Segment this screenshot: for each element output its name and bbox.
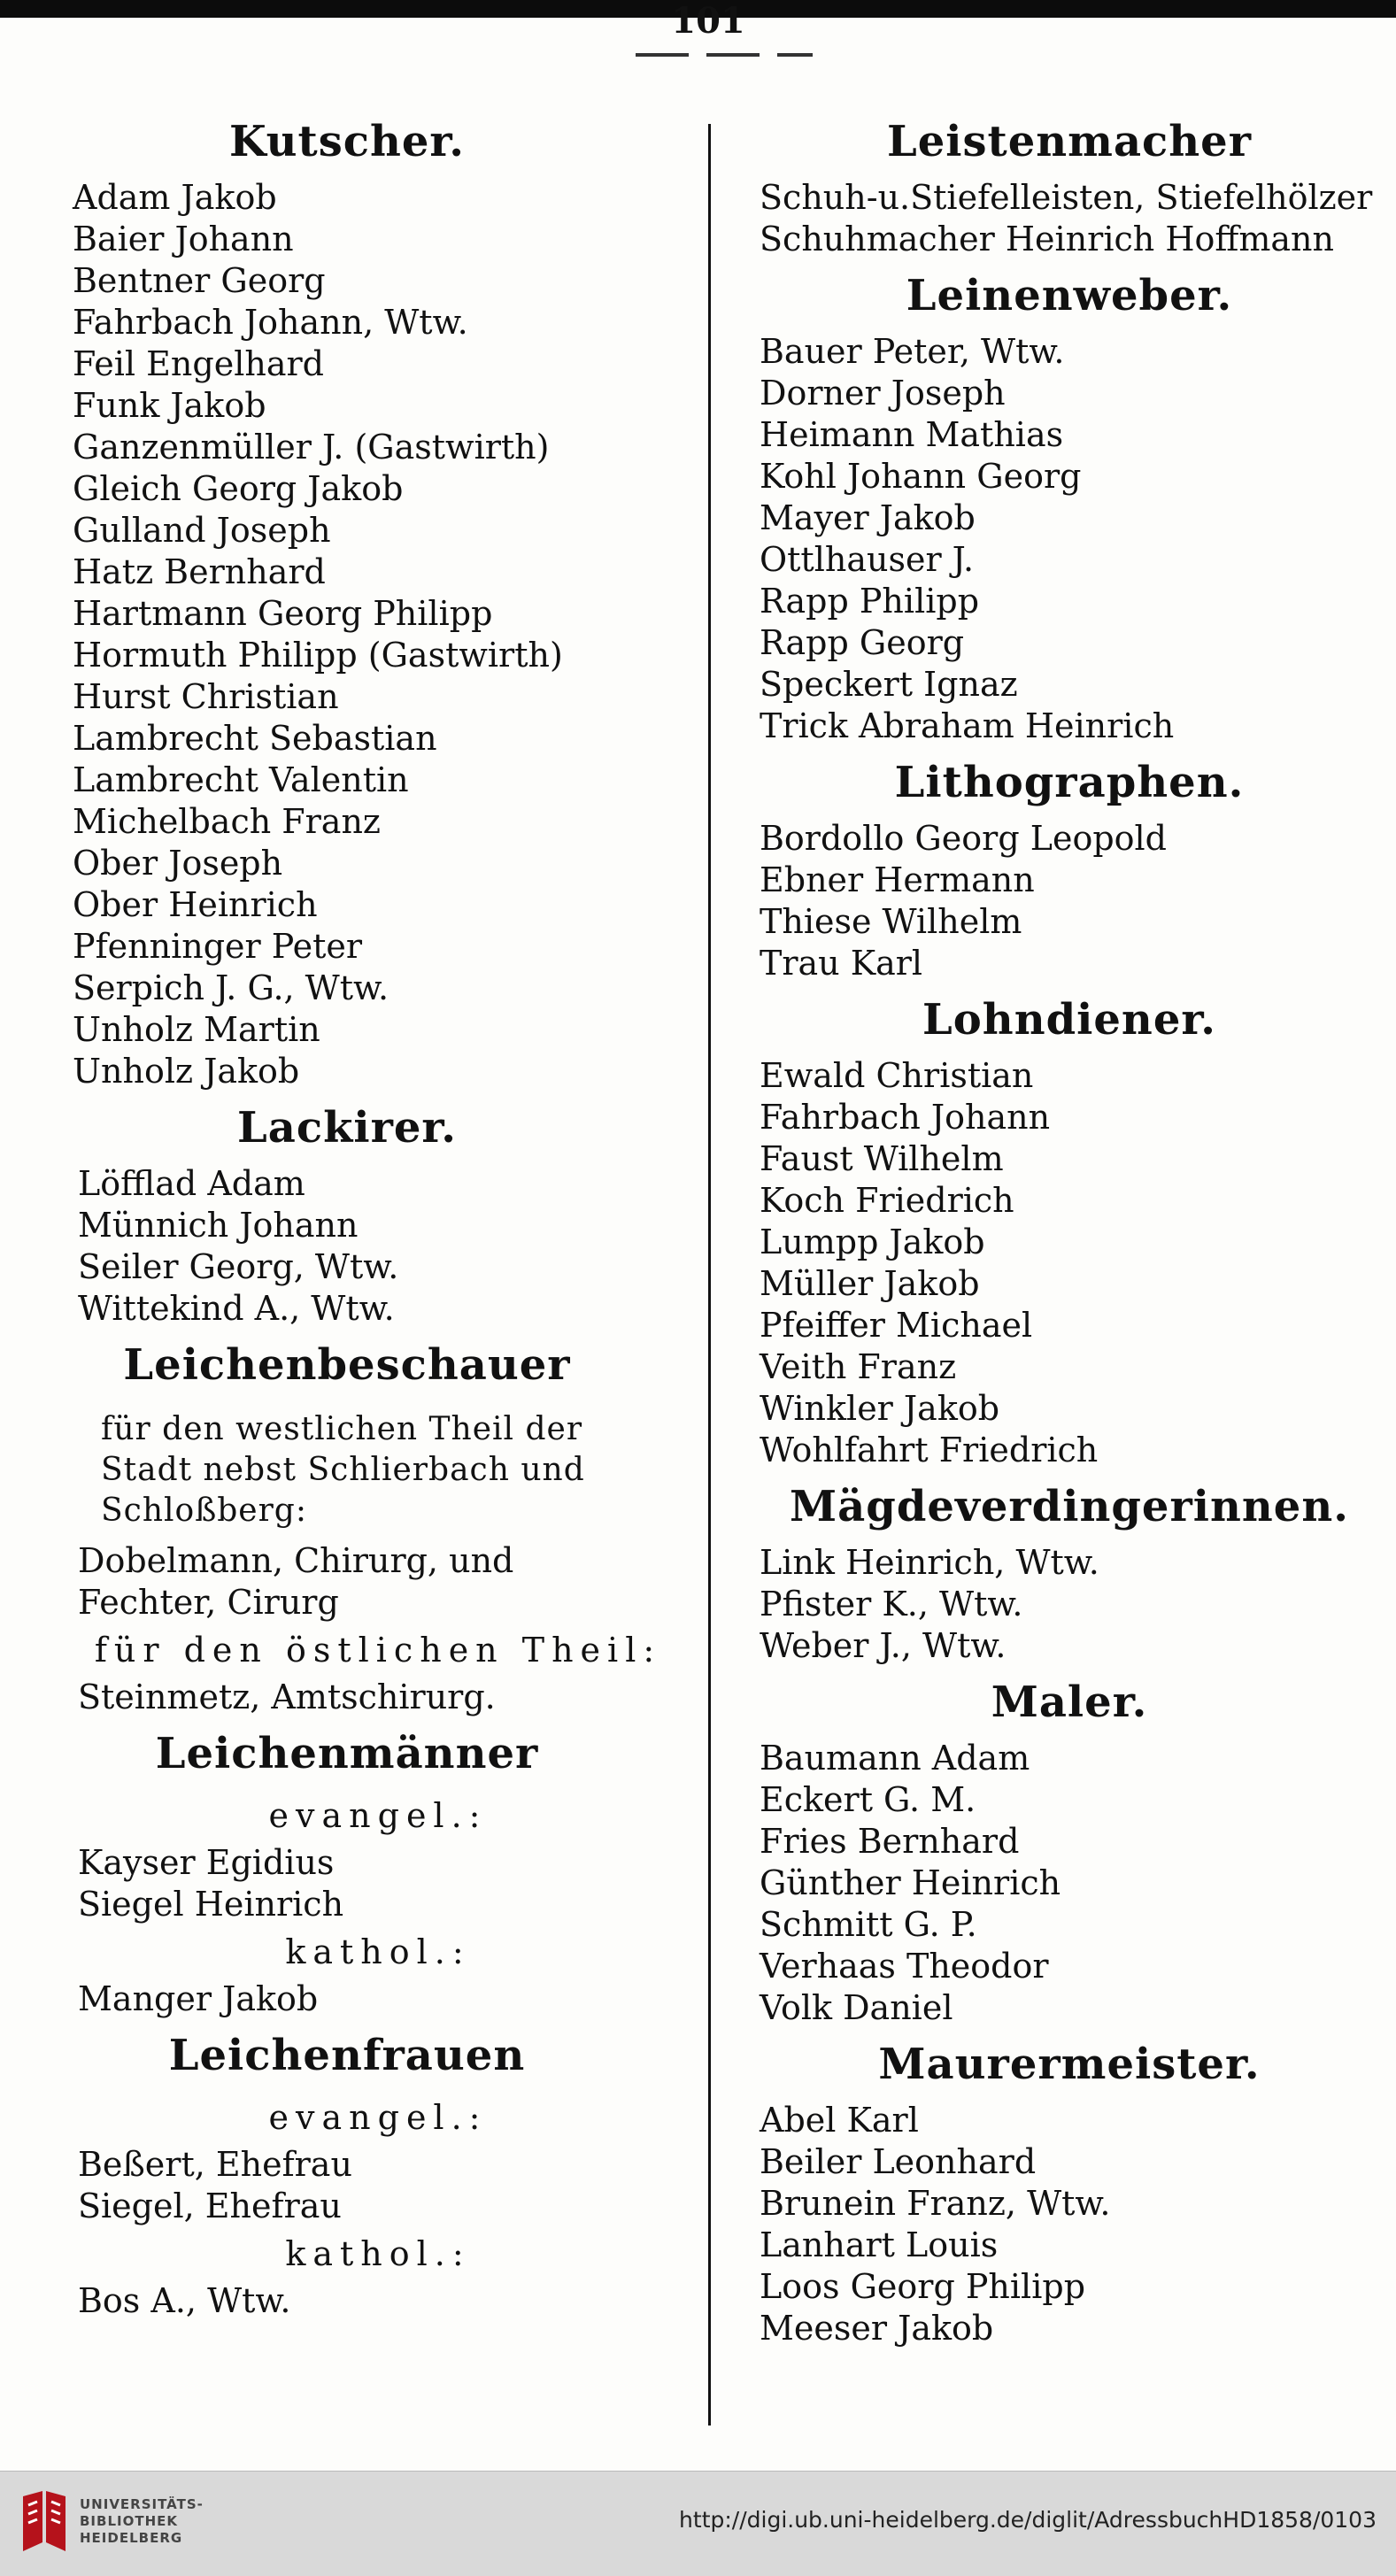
library-name-line: HEIDELBERG [80, 2530, 183, 2546]
entry-list [73, 177, 683, 1092]
section-heading: Leinenweber. [906, 271, 1233, 320]
directory-entry: Beiler Leonhard [760, 2142, 1037, 2181]
entry-list [760, 1738, 1379, 2029]
directory-entry: Feil Engelhard [73, 344, 324, 383]
directory-entry: Winkler Jakob [760, 1389, 1000, 1428]
library-logo-icon [16, 2487, 73, 2560]
confession-label-evangel: evangel.: [268, 2098, 488, 2137]
section-heading: Leichenbeschauer [123, 1340, 571, 1390]
section-heading: Mägdeverdingerinnen. [790, 1482, 1349, 1531]
directory-entry: Abel Karl [760, 2101, 919, 2140]
directory-entry: Lumpp Jakob [760, 1222, 985, 1261]
directory-entry: Thiese Wilhelm [760, 902, 1022, 941]
section-maler [760, 1667, 1379, 2029]
section-leichenfrauen [73, 2020, 683, 2322]
directory-entry: Wohlfahrt Friedrich [760, 1431, 1099, 1469]
section-heading: Maurermeister. [878, 2040, 1261, 2089]
district-note-west: für den westlichen Theil der Stadt nebst Schlierbach und Schloßberg: [101, 1411, 585, 1529]
section-heading: Kutscher. [228, 117, 465, 166]
confession-label-kathol: kathol.: [285, 2234, 471, 2273]
directory-entry: Ebner Hermann [760, 860, 1035, 899]
directory-entry: Ober Heinrich [73, 885, 318, 924]
directory-entry: Schmitt G. P. [760, 1905, 977, 1944]
entry-list [760, 1542, 1379, 1667]
left-column [73, 106, 683, 2322]
directory-entry: Funk Jakob [73, 386, 266, 425]
section-lackirer [73, 1092, 683, 1330]
directory-entry: Steinmetz, Amtschirurg. [78, 1677, 496, 1716]
directory-entry: Bordollo Georg Leopold [760, 819, 1168, 858]
directory-entry: Beßert, Ehefrau [78, 2145, 352, 2184]
directory-entry: Gleich Georg Jakob [73, 469, 404, 508]
entry-list [760, 2100, 1379, 2349]
section-heading: Lohndiener. [922, 995, 1216, 1045]
entry-list [73, 1978, 683, 2020]
directory-entry: Hurst Christian [73, 677, 339, 716]
entry-list [760, 177, 1379, 260]
library-name-line: BIBLIOTHEK [80, 2513, 178, 2529]
directory-entry: Lambrecht Sebastian [73, 719, 437, 758]
directory-entry: Manger Jakob [78, 1979, 319, 2018]
section-lohndiener [760, 984, 1379, 1471]
entry-list [73, 1163, 683, 1330]
section-lithographen [760, 747, 1379, 984]
directory-entry: Verhaas Theodor [760, 1947, 1049, 1986]
section-heading: Maler. [991, 1677, 1148, 1727]
entry-list [760, 331, 1379, 747]
entry-list [760, 818, 1379, 984]
digitization-footer [0, 2471, 1396, 2576]
directory-entry: Dorner Joseph [760, 374, 1006, 413]
library-name [80, 2496, 204, 2547]
directory-entry: Link Heinrich, Wtw. [760, 1543, 1099, 1582]
entry-list [73, 2280, 683, 2322]
directory-entry: Fries Bernhard [760, 1822, 1020, 1861]
directory-entry: Hatz Bernhard [73, 552, 326, 591]
directory-entry: Baier Johann [73, 220, 294, 258]
directory-entry: Serpich J. G., Wtw. [73, 968, 389, 1007]
directory-entry: Fahrbach Johann, Wtw. [73, 303, 468, 342]
directory-entry: Siegel Heinrich [78, 1885, 344, 1924]
entry-list [73, 1842, 683, 1925]
entry-list [73, 1540, 683, 1623]
directory-entry: Pfeiffer Michael [760, 1306, 1033, 1345]
section-leistenmacher [760, 106, 1379, 260]
directory-entry: Ganzenmüller J. (Gastwirth) [73, 428, 550, 467]
directory-entry: Rapp Philipp [760, 582, 980, 621]
section-heading: Leistenmacher [887, 117, 1252, 166]
district-note-east: für den östlichen Theil: [94, 1631, 662, 1670]
directory-entry: Faust Wilhelm [760, 1139, 1004, 1178]
directory-entry: Brunein Franz, Wtw. [760, 2184, 1111, 2223]
section-leichenbeschauer [73, 1330, 683, 1718]
directory-entry: Kohl Johann Georg [760, 457, 1082, 496]
directory-entry: Günther Heinrich [760, 1863, 1061, 1902]
directory-entry: Loos Georg Philipp [760, 2267, 1086, 2306]
directory-entry: Baumann Adam [760, 1739, 1030, 1778]
directory-entry: Siegel, Ehefrau [78, 2187, 342, 2225]
right-column [760, 106, 1379, 2349]
directory-entry: Meeser Jakob [760, 2309, 994, 2348]
directory-entry: Dobelmann, Chirurg, und [78, 1541, 514, 1580]
section-kutscher [73, 106, 683, 1092]
section-maegdeverdingerinnen [760, 1471, 1379, 1667]
directory-entry: Gulland Joseph [73, 511, 331, 550]
directory-entry: Münnich Johann [78, 1206, 359, 1245]
directory-entry: Lanhart Louis [760, 2225, 999, 2264]
directory-entry: Veith Franz [760, 1347, 957, 1386]
page-number: 101 [671, 4, 745, 35]
directory-entry: Ewald Christian [760, 1056, 1034, 1095]
directory-entry: Weber J., Wtw. [760, 1626, 1007, 1665]
directory-entry: Mayer Jakob [760, 498, 976, 537]
section-heading: Lithographen. [894, 758, 1245, 807]
directory-entry: Schuh-u.Stiefelleisten, Stiefelhölzer [760, 178, 1373, 217]
directory-entry: Bentner Georg [73, 261, 326, 300]
directory-entry: Bauer Peter, Wtw. [760, 332, 1065, 371]
directory-entry: Schuhmacher Heinrich Hoffmann [760, 220, 1334, 258]
directory-entry: Pfister K., Wtw. [760, 1585, 1023, 1623]
section-heading: Leichenmänner [155, 1729, 539, 1778]
directory-entry: Kayser Egidius [78, 1843, 335, 1882]
directory-entry: Fahrbach Johann [760, 1098, 1051, 1137]
directory-entry: Speckert Ignaz [760, 665, 1018, 704]
section-leinenweber [760, 260, 1379, 747]
directory-entry: Löfflad Adam [78, 1164, 305, 1203]
header-dash-rule [636, 53, 813, 57]
directory-entry: Fechter, Cirurg [78, 1583, 339, 1622]
directory-entry: Adam Jakob [73, 178, 277, 217]
directory-entry: Volk Daniel [760, 1988, 953, 2027]
directory-entry: Rapp Georg [760, 623, 965, 662]
directory-entry: Eckert G. M. [760, 1780, 976, 1819]
directory-entry: Bos A., Wtw. [78, 2281, 291, 2320]
directory-entry: Trau Karl [760, 944, 923, 983]
entry-list [73, 1677, 683, 1718]
section-maurermeister [760, 2029, 1379, 2349]
directory-entry: Trick Abraham Heinrich [760, 706, 1175, 745]
directory-entry: Unholz Jakob [73, 1052, 300, 1091]
directory-entry: Wittekind A., Wtw. [78, 1289, 395, 1328]
directory-entry: Hormuth Philipp (Gastwirth) [73, 636, 563, 675]
confession-label-evangel: evangel.: [268, 1796, 488, 1835]
directory-entry: Ober Joseph [73, 844, 283, 883]
directory-entry: Koch Friedrich [760, 1181, 1014, 1220]
library-name-line: UNIVERSITÄTS- [80, 2496, 204, 2512]
section-leichenmaenner [73, 1718, 683, 2020]
source-url-link[interactable]: http://digi.ub.uni-heidelberg.de/diglit/AdressbuchHD1858/0103 [679, 2507, 1377, 2533]
directory-entry: Lambrecht Valentin [73, 760, 409, 799]
entry-list [73, 2144, 683, 2227]
section-heading: Leichenfrauen [168, 2031, 526, 2080]
directory-entry: Unholz Martin [73, 1010, 320, 1049]
section-heading: Lackirer. [237, 1103, 457, 1153]
directory-entry: Seiler Georg, Wtw. [78, 1247, 399, 1286]
entry-list [760, 1055, 1379, 1471]
directory-entry: Michelbach Franz [73, 802, 381, 841]
column-divider [708, 124, 711, 2426]
directory-entry: Heimann Mathias [760, 415, 1064, 454]
directory-entry: Hartmann Georg Philipp [73, 594, 493, 633]
directory-entry: Pfenninger Peter [73, 927, 363, 966]
directory-entry: Müller Jakob [760, 1264, 980, 1303]
directory-entry: Ottlhauser J. [760, 540, 975, 579]
confession-label-kathol: kathol.: [285, 1932, 471, 1971]
